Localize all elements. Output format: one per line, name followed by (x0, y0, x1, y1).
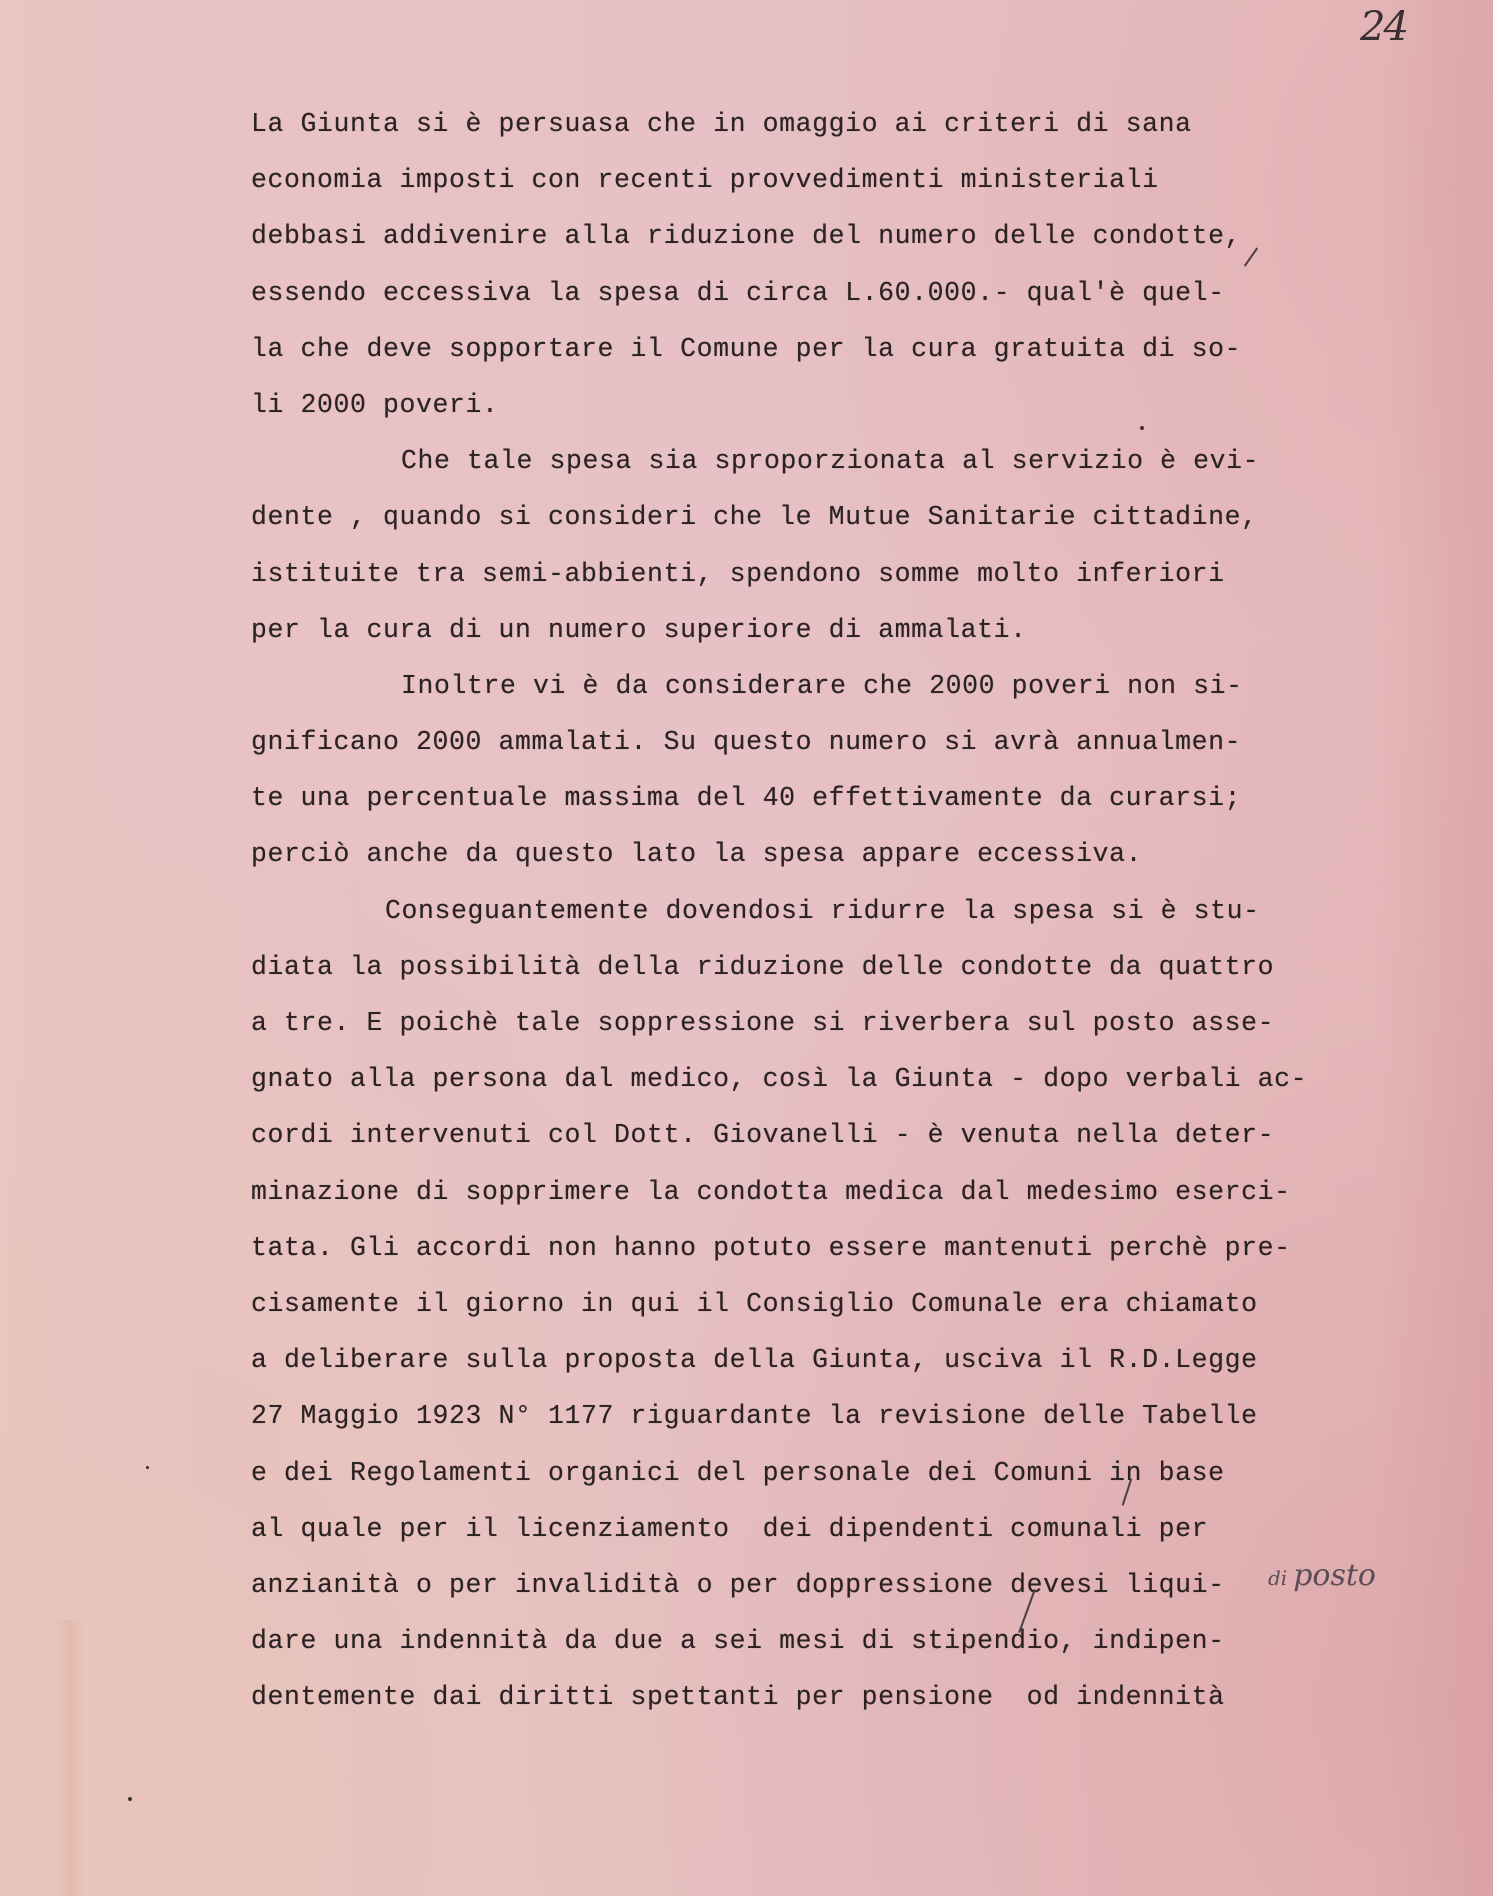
text-line: te una percentuale massima del 40 effettivamente da curarsi; (251, 783, 1242, 814)
text-line: minazione di sopprimere la condotta medica dal medesimo eserci- (251, 1176, 1291, 1207)
handwritten-annotation-word: posto (1293, 1558, 1376, 1593)
paragraph-start-line: Inoltre vi è da considerare che 2000 poveri non si- (401, 670, 1243, 701)
text-line: debbasi addivenire alla riduzione del numero delle condotte, (251, 221, 1242, 252)
paragraph-start-line: Che tale spesa sia sproporzionata al servizio è evi- (401, 446, 1260, 477)
text-line: per la cura di un numero superiore di ammalati. (251, 614, 1027, 645)
ink-speck (146, 1466, 149, 1469)
text-line: 27 Maggio 1923 N° 1177 riguardante la revisione delle Tabelle (251, 1401, 1258, 1432)
text-line: e dei Regolamenti organici del personale dei Comuni in base (251, 1457, 1225, 1488)
text-line: a deliberare sulla proposta della Giunta, usciva il R.D.Legge (251, 1345, 1258, 1376)
text-line: cordi intervenuti col Dott. Giovanelli - è venuta nella deter- (251, 1120, 1275, 1151)
text-line: dente , quando si consideri che le Mutue Sanitarie cittadine, (251, 502, 1258, 533)
text-line: anzianità o per invalidità o per doppressione devesi liqui- (251, 1569, 1225, 1600)
text-line: dare una indennità da due a sei mesi di stipendio, indipen- (251, 1626, 1225, 1657)
text-line: perciò anche da questo lato la spesa appare eccessiva. (251, 839, 1143, 870)
paper-fold-shadow (55, 1620, 85, 1896)
text-line: gnato alla persona dal medico, così la Giunta - dopo verbali ac- (251, 1064, 1308, 1095)
text-line: tata. Gli accordi non hanno potuto essere mantenuti perchè pre- (251, 1232, 1291, 1263)
text-line: diata la possibilità della riduzione delle condotte da quattro (251, 951, 1275, 982)
handwritten-annotation (1268, 1556, 1376, 1600)
text-line: dentemente dai diritti spettanti per pensione od indennità (251, 1682, 1225, 1713)
text-line: gnificano 2000 ammalati. Su questo numero si avrà annualmen- (251, 727, 1242, 758)
text-line: cisamente il giorno in qui il Consiglio Comunale era chiamato (251, 1288, 1258, 1319)
text-line: li 2000 poveri. (251, 389, 499, 420)
ink-speck (128, 1797, 132, 1801)
page-number: 24 (1360, 4, 1407, 50)
typewritten-body (251, 96, 1351, 1725)
text-line: a tre. E poichè tale soppressione si riverbera sul posto asse- (251, 1008, 1275, 1038)
text-line: istituite tra semi-abbienti, spendono somme molto inferiori (251, 558, 1225, 589)
text-line: essendo eccessiva la spesa di circa L.60.000.- qual'è quel- (251, 277, 1225, 308)
text-line: al quale per il licenziamento dei dipendenti comunali per (251, 1513, 1209, 1544)
paragraph-start-line: Conseguantemente dovendosi ridurre la spesa si è stu- (385, 895, 1260, 926)
text-line: La Giunta si è persuasa che in omaggio ai criteri di sana (251, 109, 1192, 139)
ink-speck (1140, 426, 1144, 430)
text-line: la che deve sopportare il Comune per la cura gratuita di so- (251, 333, 1242, 364)
handwritten-annotation-prefix: di (1268, 1566, 1288, 1590)
text-line: economia imposti con recenti provvedimenti ministeriali (251, 165, 1159, 196)
